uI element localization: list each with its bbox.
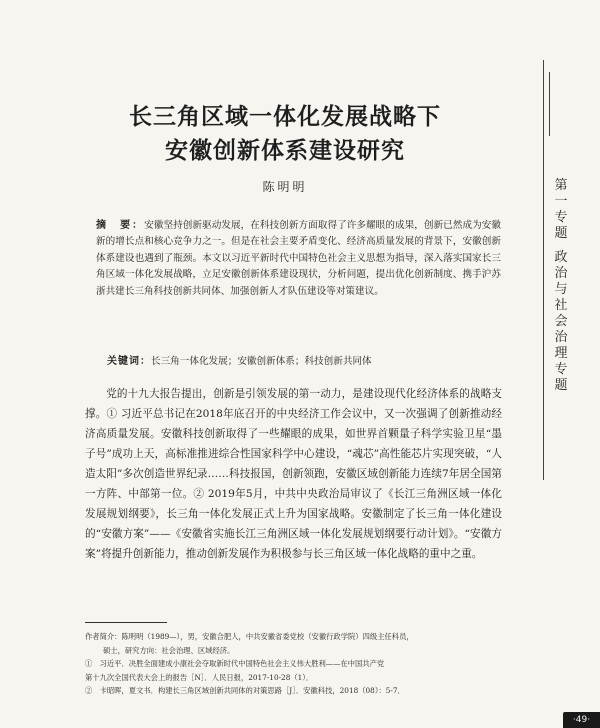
title-line-2: 安徽创新体系建设研究 [165, 137, 405, 164]
section-char: 治 [554, 266, 568, 281]
margin-tick [549, 72, 550, 136]
margin-rule [543, 60, 544, 480]
body-text [85, 384, 502, 564]
section-char: 题 [554, 378, 568, 393]
footnote-1-line-1: ① 习近平．决胜全面建成小康社会夺取新时代中国特色社会主义伟大胜利——在中国共产党 [85, 659, 385, 668]
article-title [70, 100, 500, 168]
section-char: 理 [554, 346, 568, 361]
section-char: 专 [554, 210, 568, 225]
section-tab-bottom [548, 250, 574, 394]
section-char: 题 [554, 226, 568, 241]
abstract [96, 218, 501, 300]
section-tab-top [548, 178, 574, 242]
footnote-rule [85, 622, 167, 623]
title-line-1: 长三角区域一体化发展战略下 [129, 103, 441, 130]
abstract-label: 摘 要： [96, 220, 145, 231]
footnote-1-line-2: 第十九次全国代表大会上的报告［N］．人民日报，2017-10-28（1）． [85, 672, 314, 682]
section-char: 一 [554, 194, 568, 209]
section-char: 政 [554, 250, 568, 265]
author-note-line-1: 作者简介：陈明明（1989—），男，安徽合肥人，中共安徽省委党校（安徽行政学院）四级主任科员， [85, 632, 414, 641]
section-char: 会 [554, 314, 568, 329]
page-number-badge: ·49· [563, 712, 600, 728]
body-paragraph: 党的十九大报告提出，创新是引领发展的第一动力，是建设现代化经济体系的战略支撑。① 习近平总书记在2018年底召开的中央经济工作会议中，又一次强调了创新推动经济高质量发展。安徽科技创新取得了一些耀眼的成果，如世界首颗量子科学实验卫星“墨子号”成功上天，高标准推进综合性国家科学中心建设，“魂芯”高性能芯片实现突破，“人造太阳”多次创造世界纪录……科技报国，创新领跑，安徽区域创新能力连续7年居全国第一方阵、中部第一位。② 2019年5月，中共中央政治局审议了《长江三角洲区域一体化发展规划纲要》，长三角一体化发展正式上升为国家战略。安徽制定了长三角一体化建设的“安徽方案”——《安徽省实施长江三角洲区域一体化发展规划纲要行动计划》。“安徽方案”将提升创新能力，推动创新发展作为积极参与长三角区域一体化战略的重中之重。 [85, 388, 502, 560]
author-note-line-2: 硕士，研究方向：社会治理、区域经济。 [103, 645, 235, 655]
abstract-text: 安徽坚持创新驱动发展，在科技创新方面取得了许多耀眼的成果，创新已然成为安徽新的增长点和核心竞争力之一。但是在社会主要矛盾变化、经济高质量发展的背景下，安徽创新体系建设也遇到了瓶颈。本文以习近平新时代中国特色社会主义思想为指导，深入落实国家长三角区域一体化发展战略，立足安徽创新体系建设现状，分析问题，提出优化创新制度、携手沪苏浙共建长三角科技创新共同体、加强创新人才队伍建设等对策建议。 [96, 220, 501, 297]
footnote-2: ② 卡昭晖，夏文书．构建长三角区域创新共同体的对策思路［J］．安徽科技，2018（08）：5-7． [85, 686, 405, 695]
footnotes [85, 630, 503, 698]
section-char: 第 [554, 178, 568, 193]
keywords [107, 352, 502, 367]
keywords-text: 长三角一体化发展；安徽创新体系；科技创新共同体 [151, 356, 372, 367]
section-char: 社 [554, 298, 568, 313]
section-char: 与 [554, 282, 568, 297]
author-name: 陈明明 [262, 180, 308, 194]
section-char: 治 [554, 330, 568, 345]
section-char: 专 [554, 362, 568, 377]
keywords-label: 关键词： [107, 356, 151, 367]
